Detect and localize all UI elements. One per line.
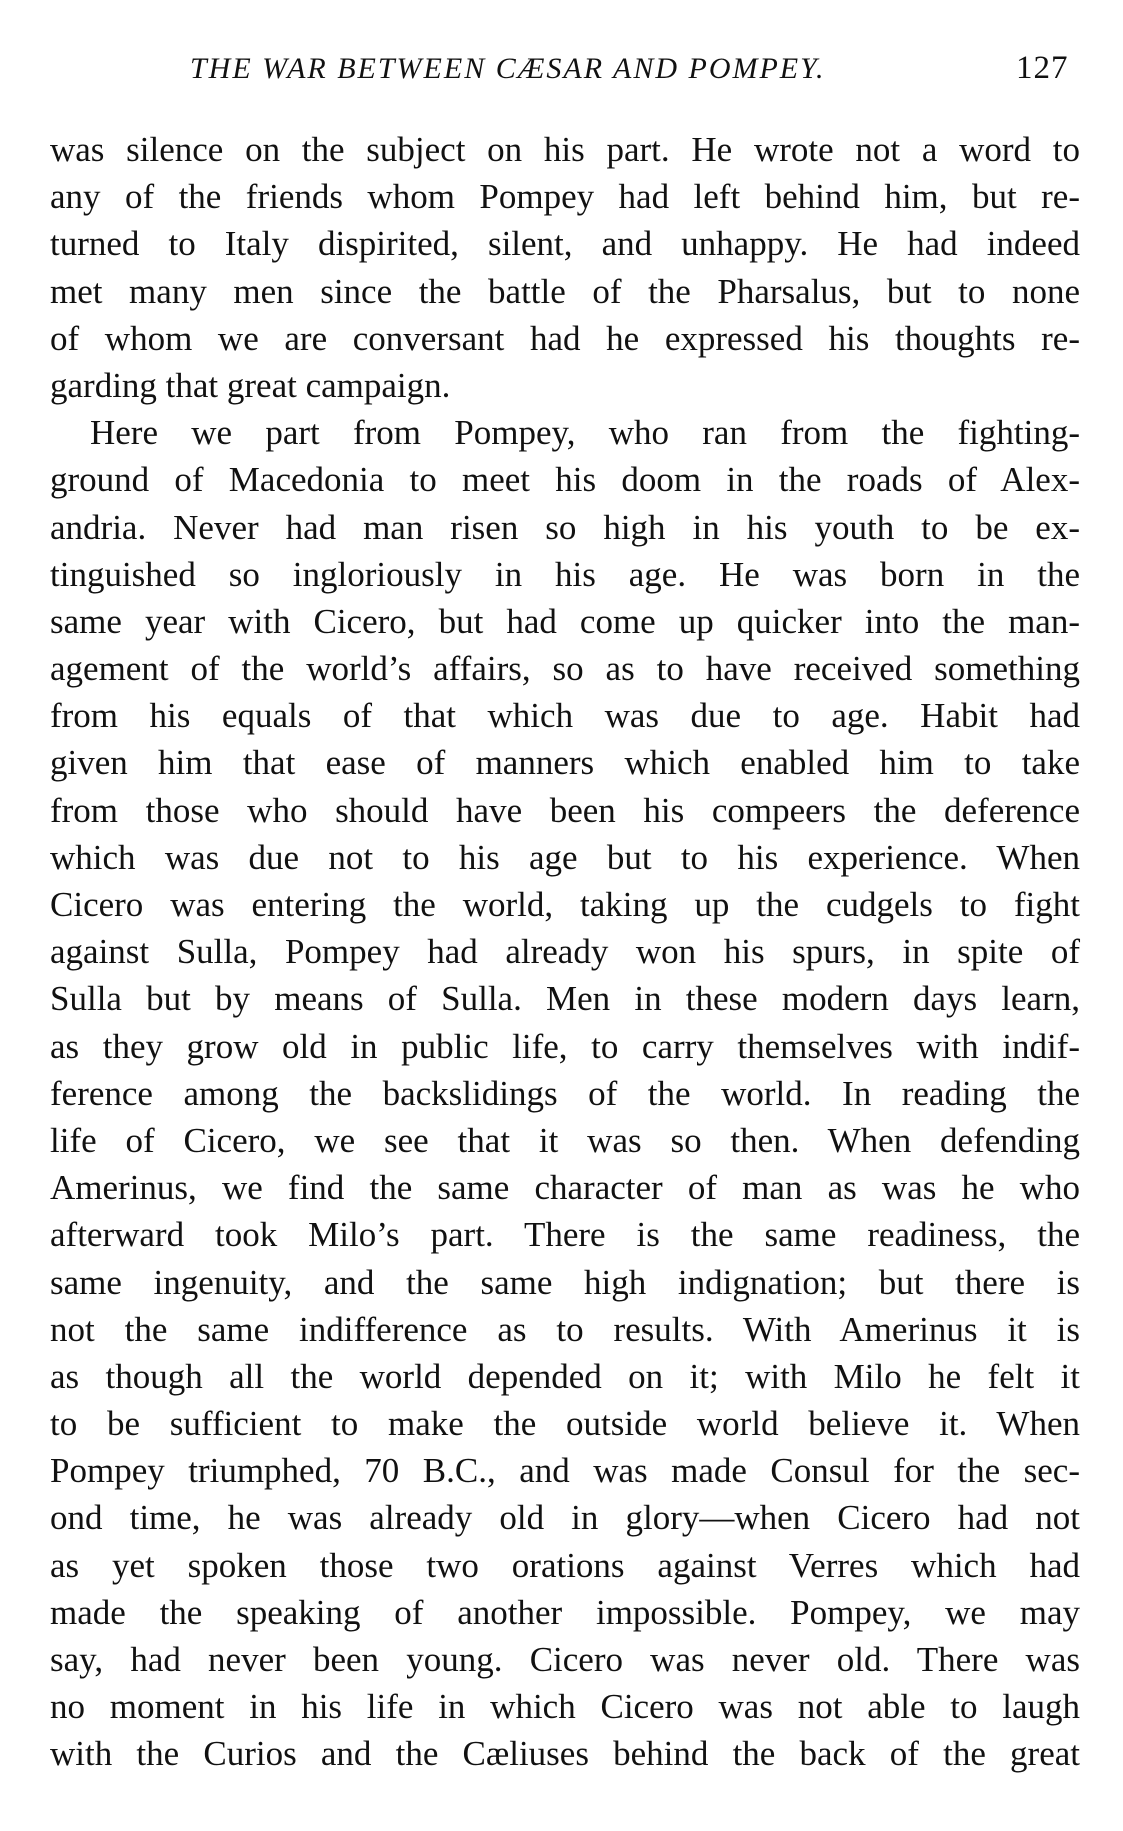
text-line: of whom we are conversant had he expressed his thoughts re- (50, 318, 1080, 358)
text-line: given him that ease of manners which enabled him to take (50, 743, 1080, 783)
body-text (50, 126, 1080, 1778)
text-line: met many men since the battle of the Pharsalus, but to none (50, 271, 1080, 311)
text-line: say, had never been young. Cicero was never old. There was (50, 1640, 1080, 1679)
text-line: from those who should have been his compeers the deference (50, 790, 1080, 830)
text-line: afterward took Milo’s part. There is the same readiness, the (50, 1215, 1080, 1255)
text-line: as yet spoken those two orations against Verres which had (50, 1545, 1080, 1585)
text-line: was silence on the subject on his part. He wrote not a word to (50, 130, 1080, 169)
text-line: life of Cicero, we see that it was so then. When defending (50, 1120, 1080, 1160)
text-line: ond time, he was already old in glory—when Cicero had not (50, 1498, 1080, 1538)
text-line: which was due not to his age but to his experience. When (50, 837, 1080, 877)
text-line: as though all the world depended on it; with Milo he felt it (50, 1356, 1080, 1396)
text-line: made the speaking of another impossible. Pompey, we may (50, 1592, 1080, 1632)
text-line: from his equals of that which was due to age. Habit had (50, 696, 1080, 736)
page-number: 127 (1016, 50, 1069, 86)
text-line: no moment in his life in which Cicero was not able to laugh (50, 1687, 1080, 1727)
text-line: turned to Italy dispirited, silent, and unhappy. He had indeed (50, 224, 1080, 264)
text-line: andria. Never had man risen so high in his youth to be ex- (50, 507, 1080, 547)
text-line: any of the friends whom Pompey had left behind him, but re- (50, 177, 1080, 217)
text-line: not the same indifference as to results. With Amerinus it is (50, 1309, 1080, 1349)
text-line: Cicero was entering the world, taking up the cudgels to fight (50, 885, 1080, 924)
text-line: Here we part from Pompey, who ran from the fighting- (90, 413, 1080, 453)
text-line: tinguished so ingloriously in his age. He was born in the (50, 554, 1080, 594)
text-line: Amerinus, we find the same character of man as was he who (50, 1168, 1080, 1208)
text-line: garding that great campaign. (50, 365, 451, 405)
text-line: as they grow old in public life, to carry themselves with indif- (50, 1026, 1080, 1066)
text-line: ground of Macedonia to meet his doom in the roads of Alex- (50, 460, 1080, 500)
text-line: Pompey triumphed, 70 B.C., and was made Consul for the sec- (50, 1451, 1080, 1491)
text-line: against Sulla, Pompey had already won his spurs, in spite of (50, 932, 1080, 972)
text-line: ference among the backslidings of the world. In reading the (50, 1073, 1080, 1113)
text-line: to be sufficient to make the outside world believe it. When (50, 1404, 1080, 1444)
text-line: same ingenuity, and the same high indignation; but there is (50, 1262, 1080, 1302)
text-line: Sulla but by means of Sulla. Men in these modern days learn, (50, 979, 1080, 1019)
text-line: same year with Cicero, but had come up quicker into the man- (50, 601, 1080, 641)
text-line: agement of the world’s affairs, so as to have received something (50, 649, 1080, 689)
text-line: with the Curios and the Cæliuses behind the back of the great (50, 1734, 1080, 1774)
running-head-title: THE WAR BETWEEN CÆSAR AND POMPEY. (190, 52, 826, 85)
